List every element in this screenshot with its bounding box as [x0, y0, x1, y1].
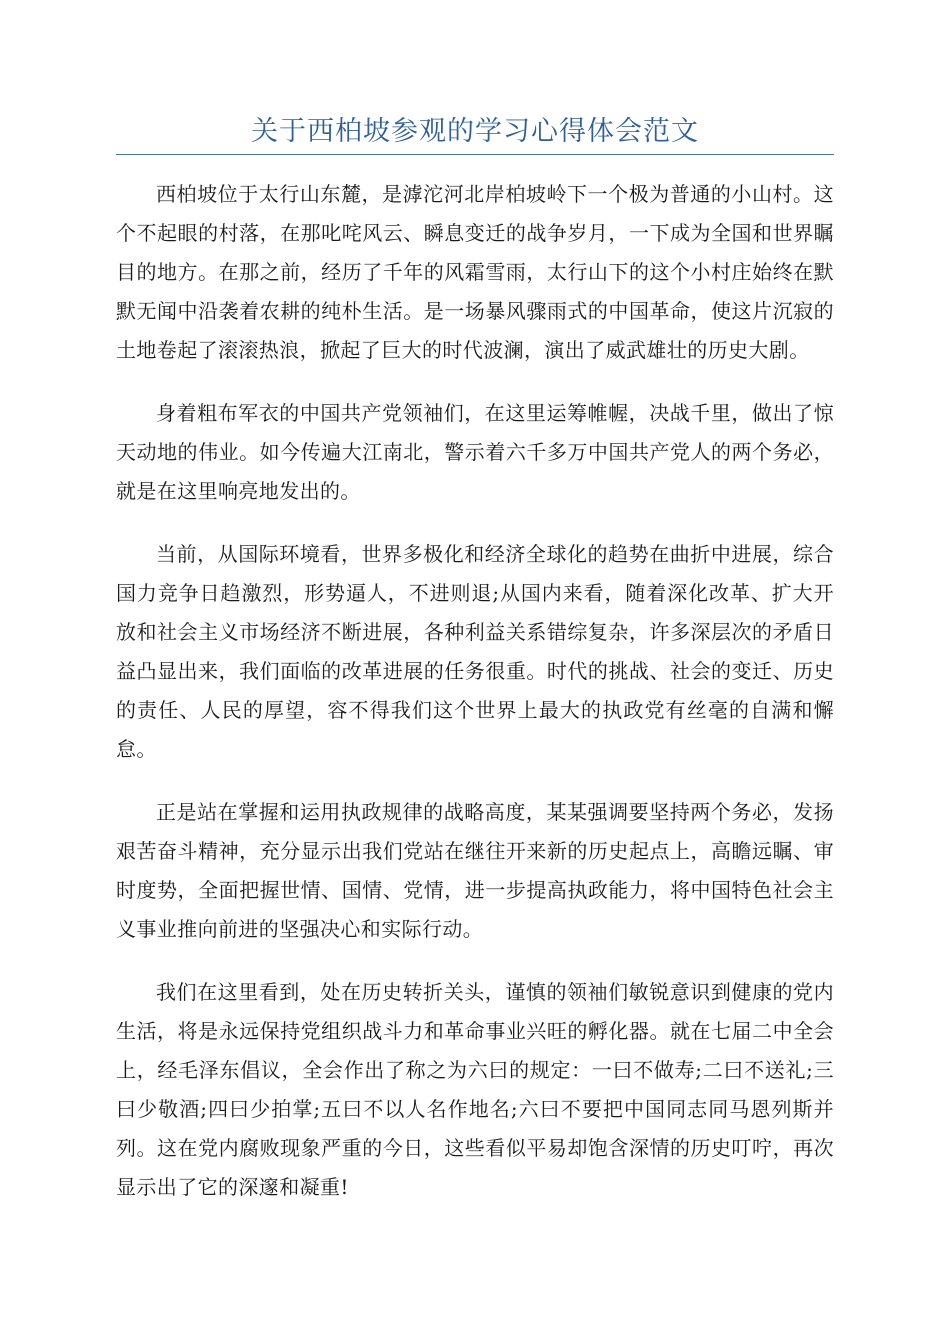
paragraph-5: 我们在这里看到，处在历史转折关头，谨慎的领袖们敏锐意识到健康的党内生活，将是永远保持党组织战斗力和革命事业兴旺的孵化器。就在七届二中全会上，经毛泽东倡议，全会作出了称之为六曰的规定：一曰不做寿;二曰不送礼;三曰少敬酒;四曰少拍掌;五曰不以人名作地名;六曰不要把中国同志同马恩列斯并列。这在党内腐败现象严重的今日，这些看似平易却饱含深情的历史叮咛，再次显示出了它的深邃和凝重!: [116, 980, 834, 1199]
paragraph-4: 正是站在掌握和运用执政规律的战略高度，某某强调要坚持两个务必，发扬艰苦奋斗精神，充分显示出我们党站在继往开来新的历史起点上，高瞻远瞩、审时度势，全面把握世情、国情、党情，进一步提高执政能力，将中国特色社会主义事业推向前进的坚强决心和实际行动。: [116, 800, 834, 941]
paragraph-1: 西柏坡位于太行山东麓，是滹沱河北岸柏坡岭下一个极为普通的小山村。这个不起眼的村落，在那叱咤风云、瞬息变迁的战争岁月，一下成为全国和世界瞩目的地方。在那之前，经历了千年的风霜雪雨，太行山下的这个小村庄始终在默默无闻中沿袭着农耕的纯朴生活。是一场暴风骤雨式的中国革命，使这片沉寂的土地卷起了滚滚热浪，掀起了巨大的时代波澜，演出了威武雄壮的历史大剧。: [116, 182, 834, 362]
paragraph-2: 身着粗布军衣的中国共产党领袖们，在这里运筹帷幄，决战千里，做出了惊天动地的伟业。如今传遍大江南北，警示着六千多万中国共产党人的两个务必，就是在这里响亮地发出的。: [116, 401, 834, 503]
page-title: 关于西柏坡参观的学习心得体会范文: [251, 116, 699, 147]
paragraph-3: 当前，从国际环境看，世界多极化和经济全球化的趋势在曲折中进展，综合国力竞争日趋激烈，形势逼人，不进则退;从国内来看，随着深化改革、扩大开放和社会主义市场经济不断进展，各种利益关系错综复杂，许多深层次的矛盾日益凸显出来，我们面临的改革进展的任务很重。时代的挑战、社会的变迁、历史的责任、人民的厚望，容不得我们这个世界上最大的执政党有丝毫的自满和懈怠。: [116, 542, 834, 761]
title-underline: [116, 154, 834, 155]
document-body: [116, 175, 834, 1231]
